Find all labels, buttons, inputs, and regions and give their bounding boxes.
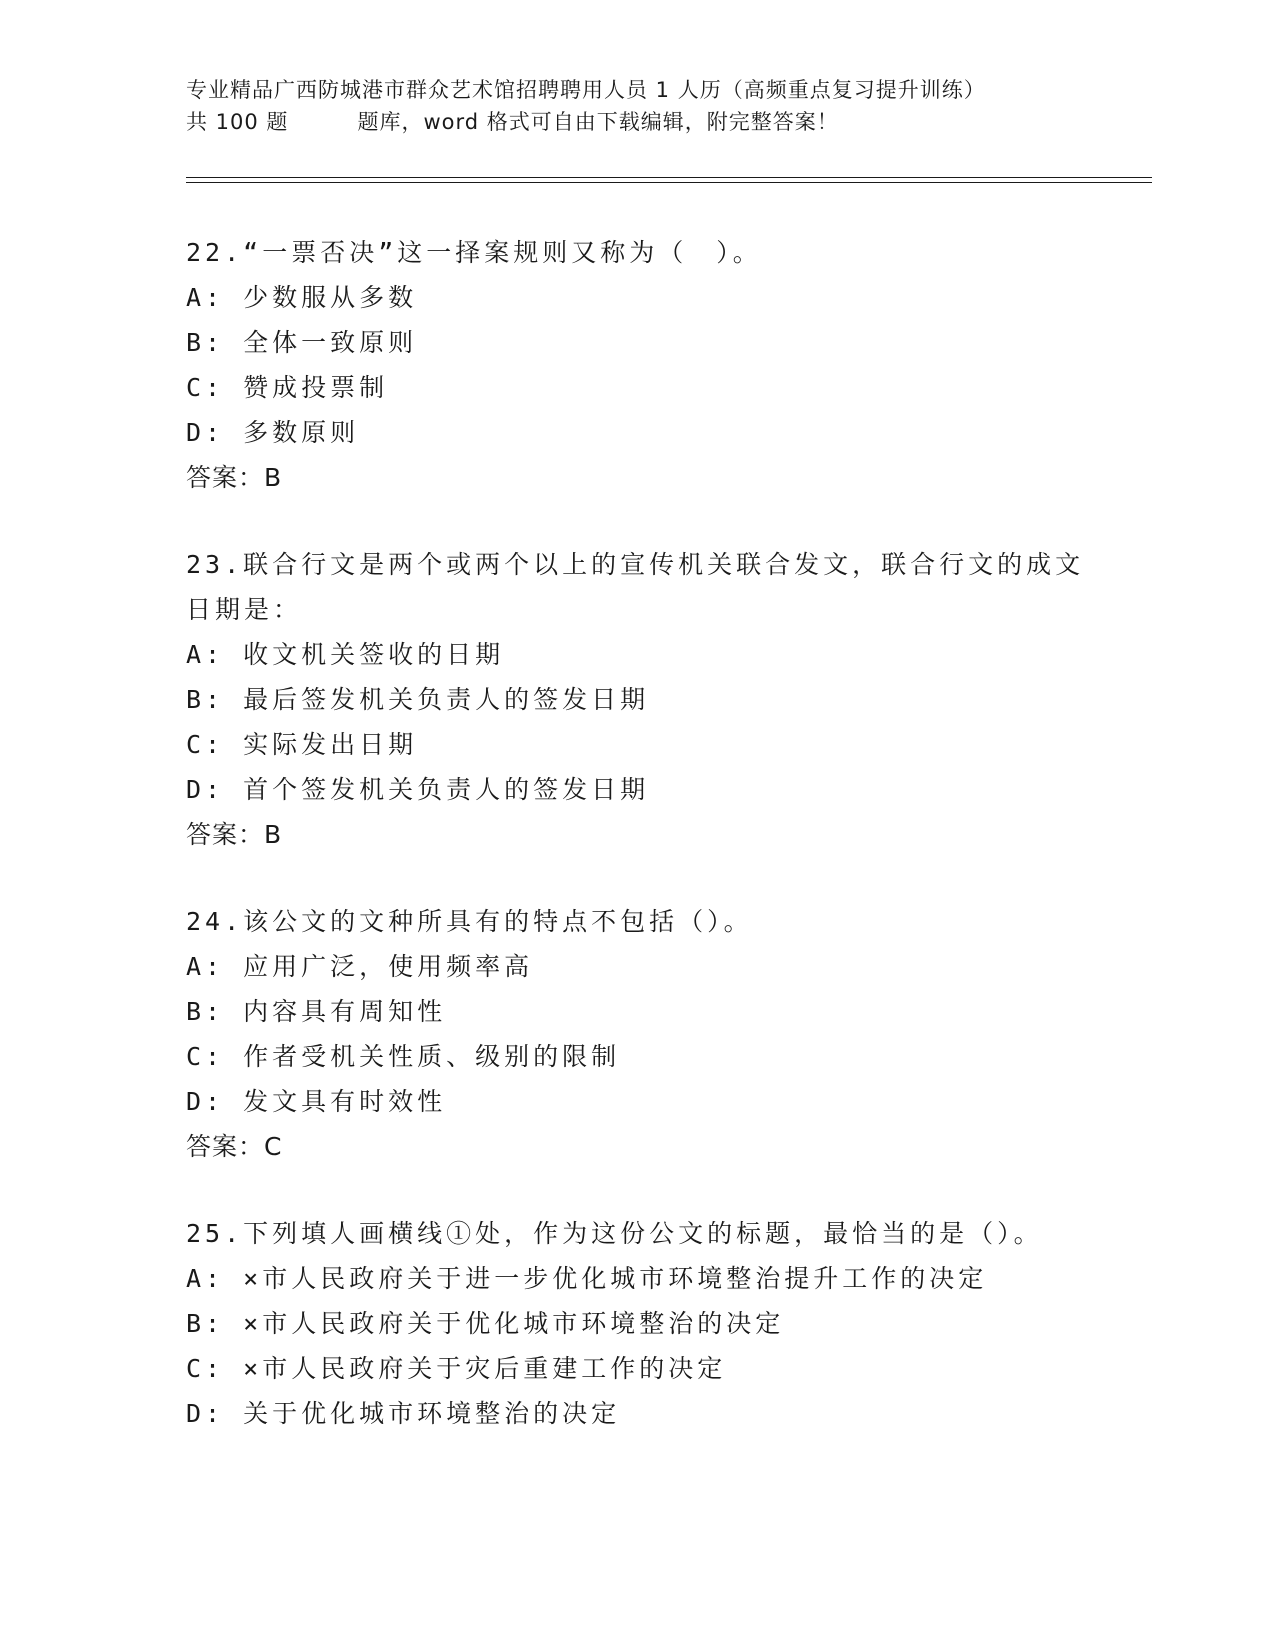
option-b: B: 全体一致原则 <box>186 328 418 357</box>
option-a: A: ×市人民政府关于进一步优化城市环境整治提升工作的决定 <box>186 1264 988 1293</box>
question-text: 23.联合行文是两个或两个以上的宣传机关联合发文，联合行文的成文日期是： <box>186 550 1085 624</box>
option-c: C: 实际发出日期 <box>186 730 418 759</box>
option-b: B: ×市人民政府关于优化城市环境整治的决定 <box>186 1309 785 1338</box>
question-22 <box>186 230 1086 500</box>
question-list <box>186 230 1086 1478</box>
header-subtitle-line: 共 100 题 题库，word 格式可自由下载编辑，附完整答案！ <box>186 110 839 134</box>
document-header <box>186 74 1086 138</box>
option-c: C: 赞成投票制 <box>186 373 389 402</box>
question-23 <box>186 542 1086 857</box>
option-a: A: 应用广泛，使用频率高 <box>186 952 534 981</box>
question-24 <box>186 899 1086 1169</box>
option-d: D: 关于优化城市环境整治的决定 <box>186 1399 621 1428</box>
question-text: 25.下列填人画横线①处，作为这份公文的标题，最恰当的是（）。 <box>186 1219 1043 1248</box>
option-b: B: 最后签发机关负责人的签发日期 <box>186 685 650 714</box>
option-c: C: ×市人民政府关于灾后重建工作的决定 <box>186 1354 727 1383</box>
option-d: D: 多数原则 <box>186 418 360 447</box>
header-divider-bottom <box>186 182 1152 183</box>
header-title-line: 专业精品广西防城港市群众艺术馆招聘聘用人员 1 人历（高频重点复习提升训练） <box>186 78 986 102</box>
answer-line: 答案：B <box>186 820 283 849</box>
question-text: 22.“一票否决”这一择案规则又称为（ ）。 <box>186 238 762 267</box>
question-text: 24.该公文的文种所具有的特点不包括（）。 <box>186 907 753 936</box>
answer-line: 答案：C <box>186 1132 283 1161</box>
option-d: D: 首个签发机关负责人的签发日期 <box>186 775 650 804</box>
option-a: A: 收文机关签收的日期 <box>186 640 505 669</box>
header-divider-top <box>186 177 1152 178</box>
answer-line: 答案：B <box>186 463 283 492</box>
question-25 <box>186 1211 1086 1436</box>
option-c: C: 作者受机关性质、级别的限制 <box>186 1042 621 1071</box>
option-d: D: 发文具有时效性 <box>186 1087 447 1116</box>
option-b: B: 内容具有周知性 <box>186 997 447 1026</box>
option-a: A: 少数服从多数 <box>186 283 418 312</box>
